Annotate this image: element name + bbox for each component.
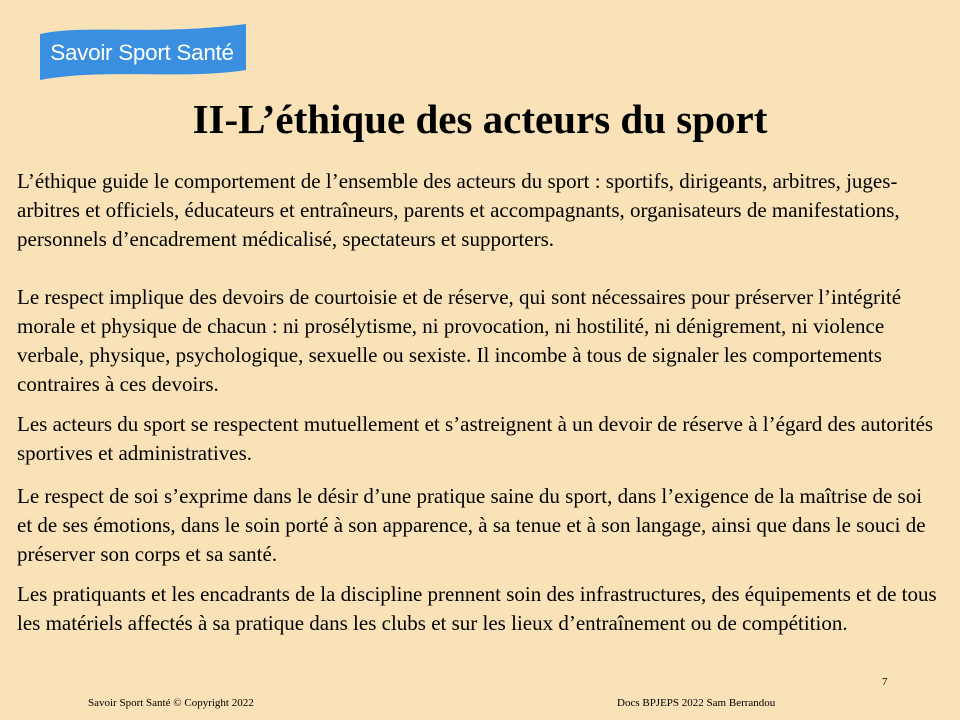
page-number: 7 [882,676,888,688]
paragraph-actors: L’éthique guide le comportement de l’ensemble des acteurs du sport : sportifs, dirigeants, arbitres, juges-arbitres et officiels, éducateurs et entraîneurs, parents et accompagnants, organisateurs de manifestations, personnels d’encadrement médicalisé, spectateurs et supporters. [17,169,900,251]
paragraph-respect: Le respect implique des devoirs de courtoisie et de réserve, qui sont nécessaires pour préserver l’intégrité morale et physique de chacun : ni prosélytisme, ni provocation, ni hostilité, ni dénigrement, ni violence verbale, physique, psychologique, sexuelle ou sexiste. Il incombe à tous de signaler les comportements contraires à ces devoirs. [17,285,902,396]
logo-text: Savoir Sport Santé [50,40,234,65]
slide-title: II-L’éthique des acteurs du sport [192,96,768,142]
logo [34,22,250,82]
footer-copyright: Savoir Sport Santé © Copyright 2022 [88,697,254,709]
paragraph-mutual-respect: Les acteurs du sport se respectent mutuellement et s’astreignent à un devoir de réserve à l’égard des autorités sportives et administratives. [17,412,934,465]
footer-docs: Docs BPJEPS 2022 Sam Berrandou [617,697,776,709]
paragraph-self-respect: Le respect de soi s’exprime dans le désir d’une pratique saine du sport, dans l’exigence de la maîtrise de soi et de ses émotions, dans le soin porté à son apparence, à sa tenue et à son langage, ainsi que dans le souci de préserver son corps et sa santé. [17,484,926,566]
paragraph-infrastructure: Les pratiquants et les encadrants de la discipline prennent soin des infrastructures, des équipements et de tous les matériels affectés à sa pratique dans les clubs et sur les lieux d’entraînement ou de compétition. [17,582,937,635]
